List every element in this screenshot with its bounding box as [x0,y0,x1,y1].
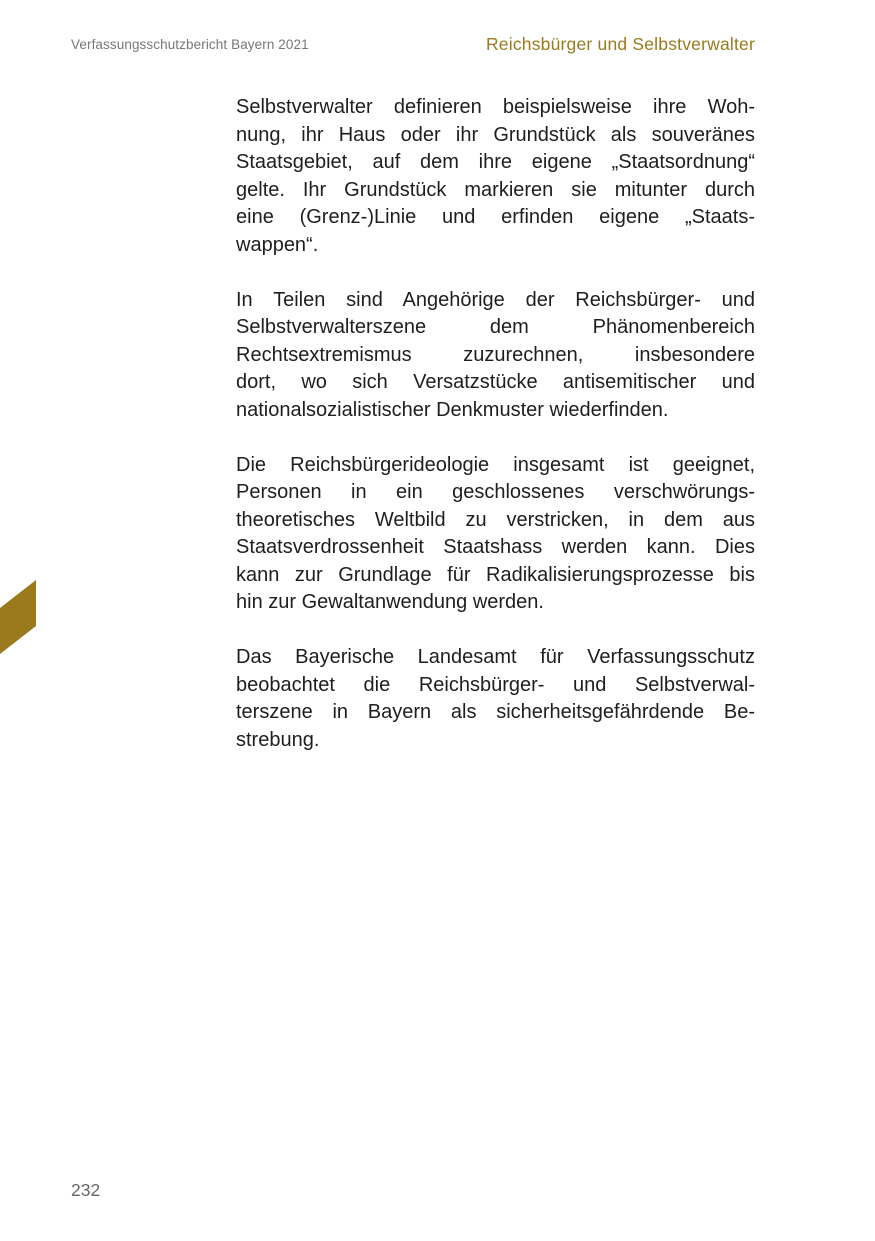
text-line: wappen“. [236,233,319,256]
text-line: Staatsgebiet, auf dem ihre eigene „Staatsordnung“ [236,151,755,173]
text-line: nung, ihr Haus oder ihr Grundstück als souveränes [236,123,755,146]
text-line: gelte. Ihr Grundstück markieren sie mitunter durch [236,178,755,201]
text-line: Personen in ein geschlossenes verschwörungs- [236,481,755,503]
text-line: kann zur Grundlage für Radikalisierungsprozesse bis [236,563,755,586]
text-line: beobachtet die Reichsbürger- und Selbstverwal- [236,673,755,696]
text-line: dort, wo sich Versatzstücke antisemitischer und [236,371,755,393]
text-line: theoretisches Weltbild zu verstricken, in dem aus [236,508,755,531]
text-line: Die Reichsbürgerideologie insgesamt ist geeignet, [236,453,755,476]
chapter-tab-marker [0,580,36,654]
text-line: eine (Grenz-)Linie und erfinden eigene „Staats- [236,206,755,228]
paragraph [236,94,755,259]
body-text [236,94,755,782]
text-line: In Teilen sind Angehörige der Reichsbürger- und [236,288,755,311]
text-line: hin zur Gewaltanwendung werden. [236,591,544,613]
text-line: Selbstverwalterszene dem Phänomenbereich [236,316,755,338]
paragraph [236,287,755,425]
paragraph [236,452,755,617]
paragraph [236,644,755,754]
text-line: terszene in Bayern als sicherheitsgefährdende Be- [236,701,755,723]
text-line: Rechtsextremismus zuzurechnen, insbesondere [236,343,755,366]
text-line: Staatsverdrossenheit Staatshass werden kann. Dies [236,536,755,558]
page-number: 232 [71,1180,101,1200]
running-header-chapter: Reichsbürger und Selbstverwalter [485,34,755,54]
text-line: Das Bayerische Landesamt für Verfassungsschutz [236,646,755,668]
text-line: nationalsozialistischer Denkmuster wiederfinden. [236,398,669,421]
text-line: Selbstverwalter definieren beispielsweise ihre Woh- [236,96,755,118]
running-header-publication: Verfassungsschutzbericht Bayern 2021 [71,37,309,52]
text-line: strebung. [236,728,320,751]
